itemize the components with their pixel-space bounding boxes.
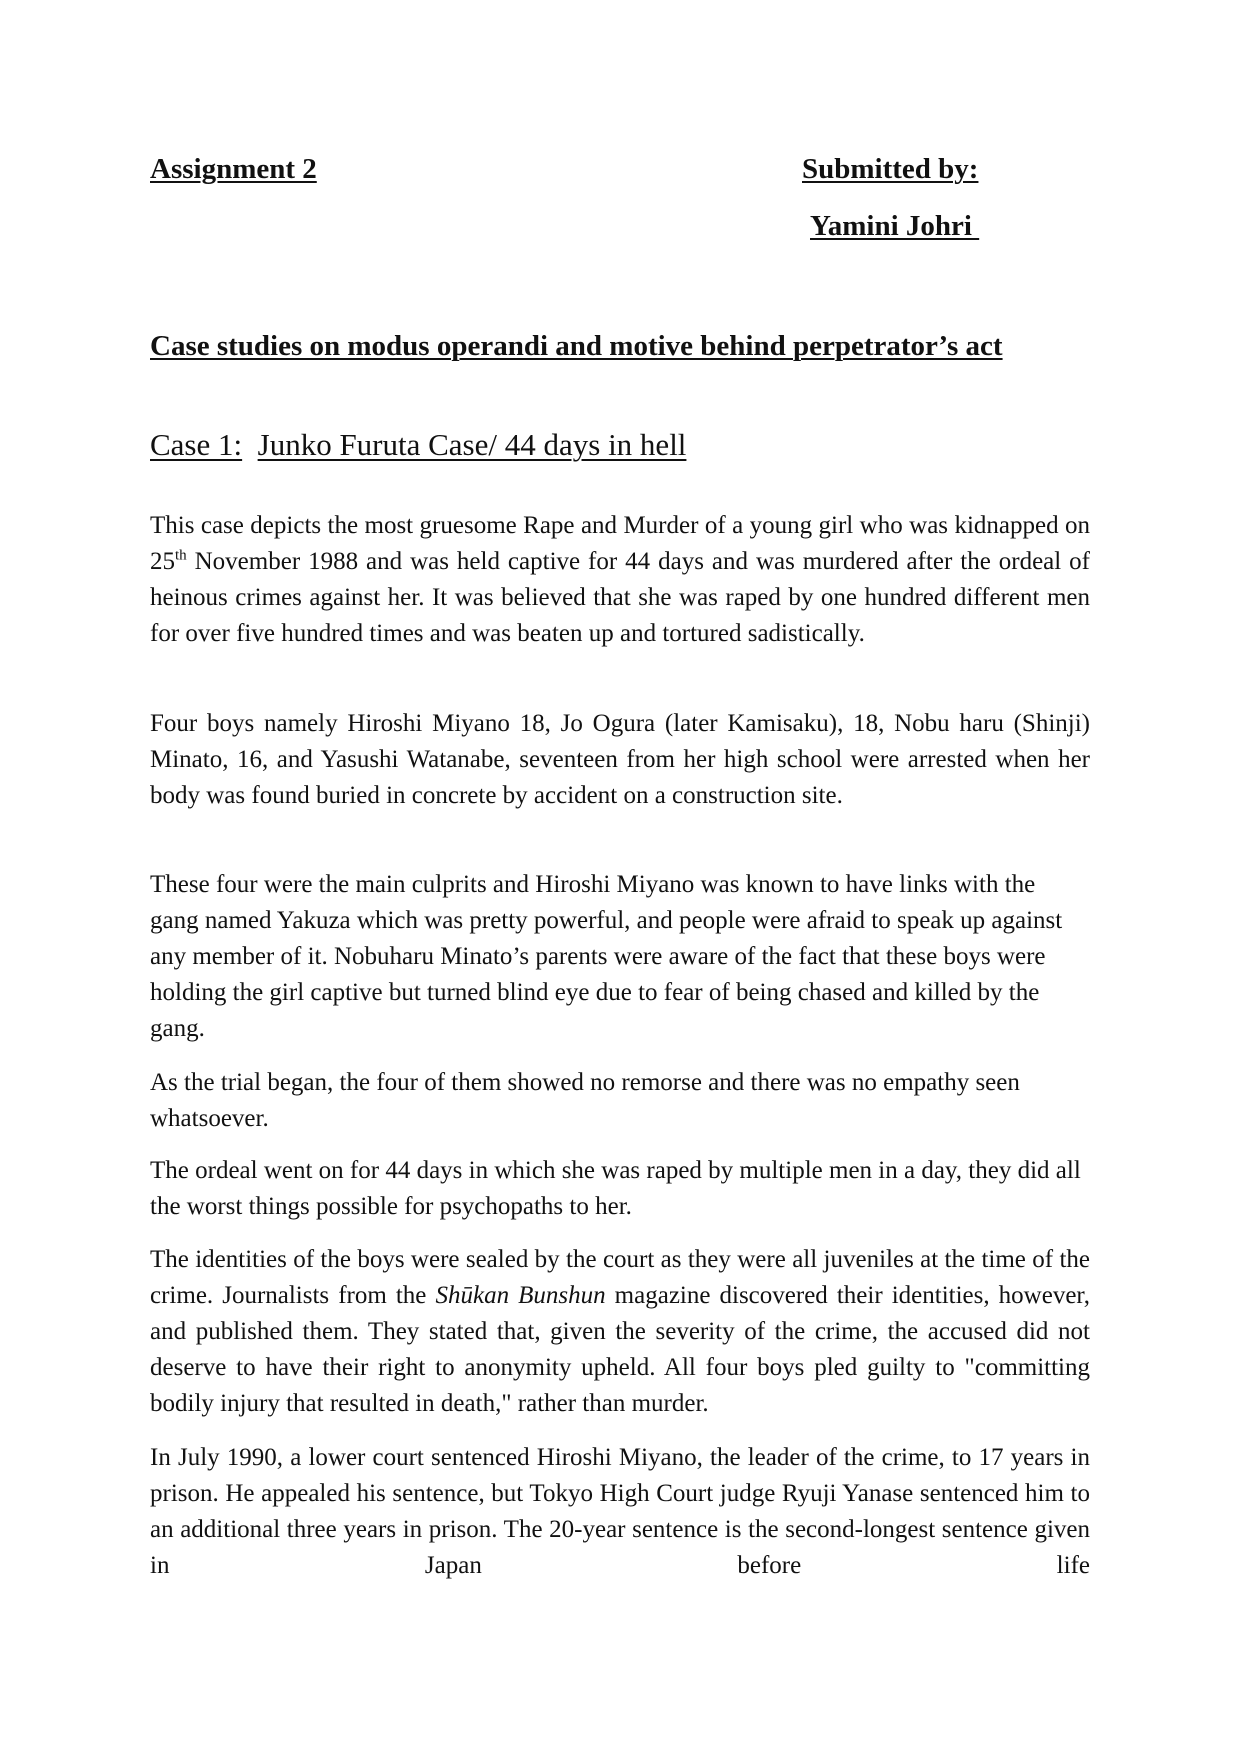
author-name: Yamini Johri: [810, 210, 980, 242]
paragraph-6-text-b: magazine discovered their identities, however, and published them. They stated that, given the severity of the crime, the accused did not deserve to have their right to anonymity upheld. All four boys pled guilty to "committing bodily injury that resulted in death," rather than murder.: [150, 1282, 1090, 1417]
paragraph-1-text-b: November 1988 and was held captive for 44 days and was murdered after the ordeal of heinous crimes against her. It was believed that she was raped by one hundred different men for over five hundred times and was beaten up and tortured sadistically.: [150, 548, 1090, 647]
magazine-name: Shūkan Bunshun: [435, 1282, 606, 1309]
paragraph-1-text-a: This case depicts the most gruesome Rape and Murder of a young girl who was kidnapped on 25: [150, 512, 1090, 575]
paragraph-6: [150, 1242, 1090, 1422]
case-number: Case 1:: [150, 427, 243, 462]
case-heading: [150, 427, 686, 463]
paragraph-4: As the trial began, the four of them showed no remorse and there was no empathy seen whatsoever.: [150, 1069, 1020, 1132]
assignment-label: Assignment 2: [150, 153, 317, 185]
document-title: Case studies on modus operandi and motive behind perpetrator’s act: [150, 330, 1003, 362]
paragraph-5: The ordeal went on for 44 days in which she was raped by multiple men in a day, they did all the worst things possible for psychopaths to her.: [150, 1157, 1081, 1220]
paragraph-2: Four boys namely Hiroshi Miyano 18, Jo Ogura (later Kamisaku), 18, Nobu haru (Shinji) Minato, 16, and Yasushi Watanabe, seventeen from her high school were arrested when her body was found buried in concrete by accident on a construction site.: [150, 710, 1090, 809]
submitted-by-label: Submitted by:: [802, 153, 979, 185]
paragraph-7: In July 1990, a lower court sentenced Hiroshi Miyano, the leader of the crime, to 17 years in prison. He appealed his sentence, but Tokyo High Court judge Ryuji Yanase sentenced him to an additional three years in prison. The 20-year sentence is the second-longest sentence given in Japan before life: [150, 1444, 1090, 1579]
case-name: Junko Furuta Case/ 44 days in hell: [257, 427, 687, 462]
ordinal-suffix: th: [175, 547, 187, 564]
paragraph-6-text-a: The identities of the boys were sealed by the court as they were all juveniles at the time of the crime. Journalists from the: [150, 1246, 1090, 1309]
paragraph-3: These four were the main culprits and Hiroshi Miyano was known to have links with the gang named Yakuza which was pretty powerful, and people were afraid to speak up against any member of it. Nobuharu Minato’s parents were aware of the fact that these boys were holding the girl captive but turned blind eye due to fear of being chased and killed by the gang.: [150, 871, 1063, 1042]
paragraph-1: [150, 508, 1090, 652]
